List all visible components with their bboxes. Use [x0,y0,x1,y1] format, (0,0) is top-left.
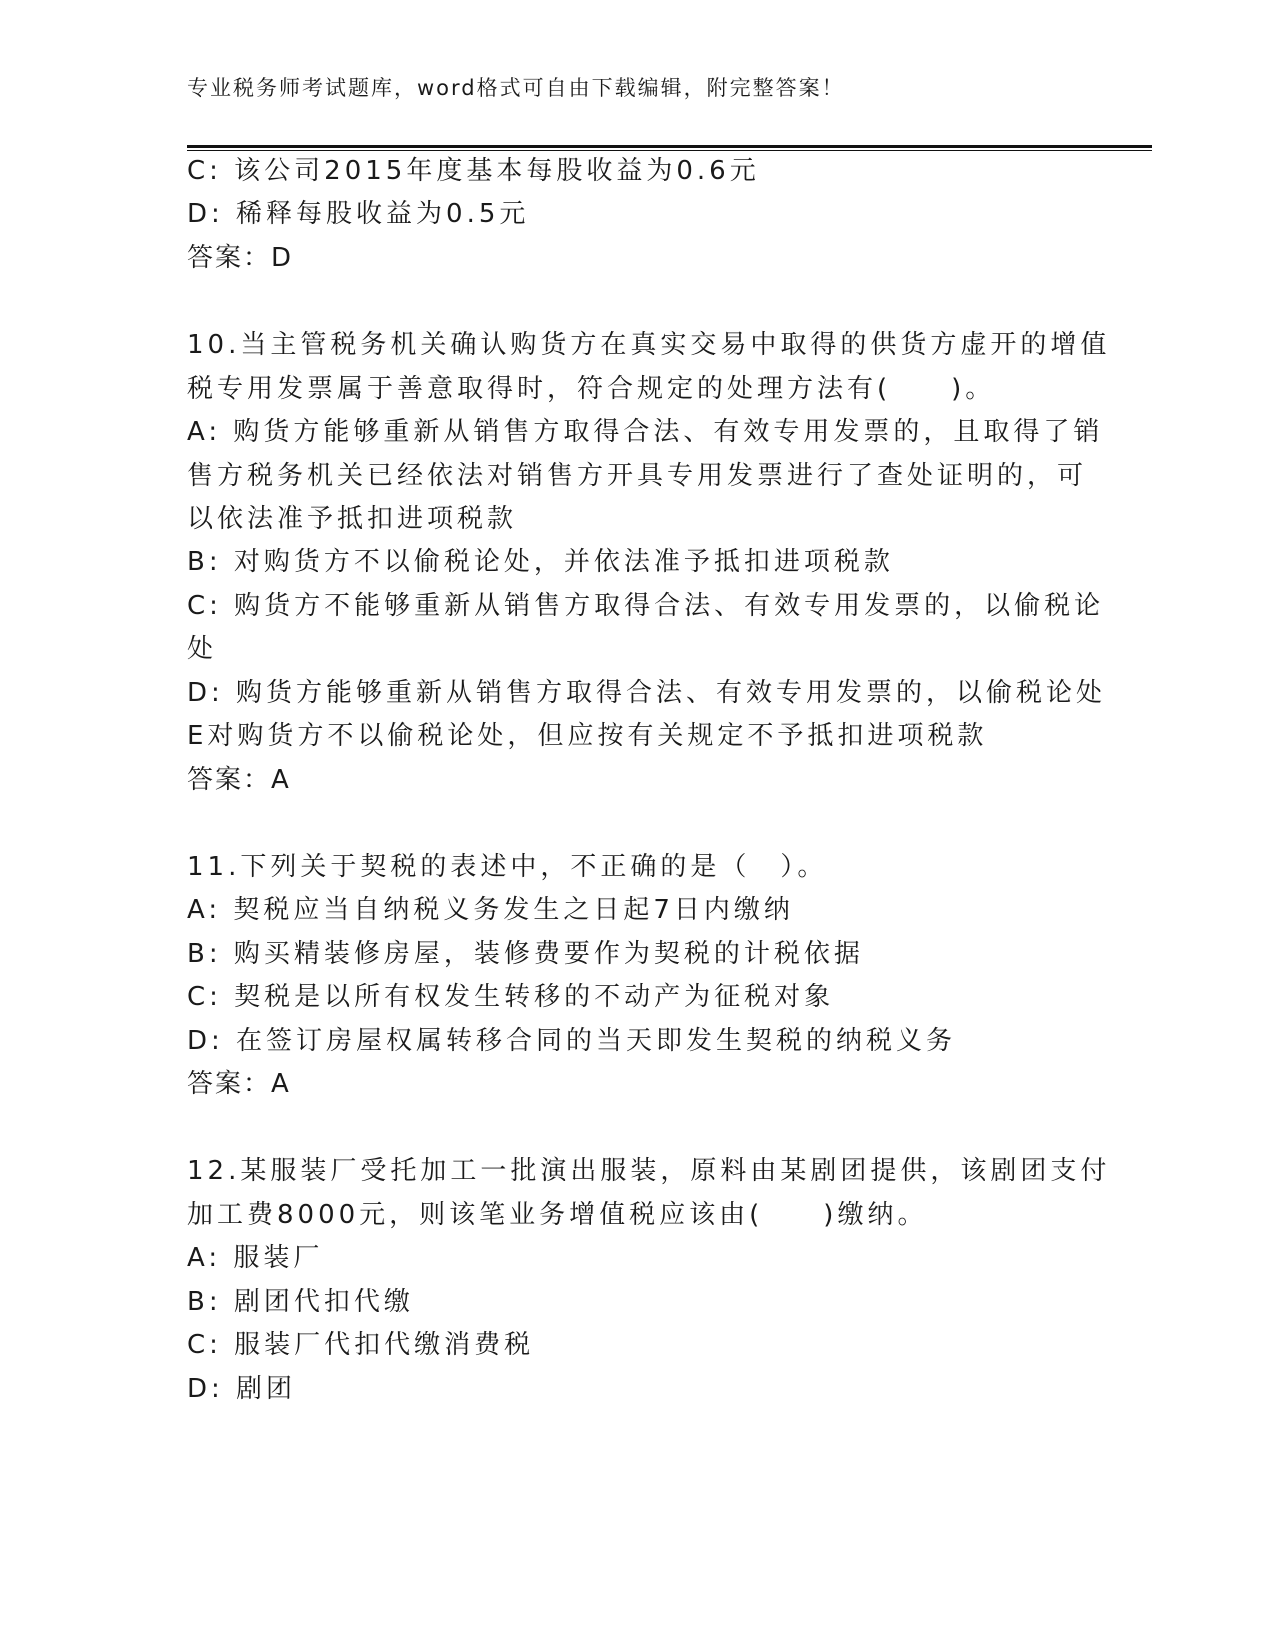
answer-line: 答案：A [187,765,291,795]
option-line: C: 该公司2015年度基本每股收益为0.6元 [187,156,760,186]
option-line: 售方税务机关已经依法对销售方开具专用发票进行了查处证明的，可 [187,461,1088,491]
page-header: 专业税务师考试题库，word格式可自由下载编辑，附完整答案！ [187,76,845,100]
option-line: C: 购货方不能够重新从销售方取得合法、有效专用发票的，以偷税论 [187,591,1105,621]
option-line: A: 服装厂 [187,1243,324,1273]
option-line: C: 契税是以所有权发生转移的不动产为征税对象 [187,982,835,1012]
option-line: E对购货方不以偷税论处，但应按有关规定不予抵扣进项税款 [187,721,988,751]
option-line: 以依法准予抵扣进项税款 [187,504,518,534]
option-line: D: 稀释每股收益为0.5元 [187,199,530,229]
option-line: D: 在签订房屋权属转移合同的当天即发生契税的纳税义务 [187,1026,957,1056]
question-line: 加工费8000元，则该笔业务增值税应该由( )缴纳。 [187,1200,928,1230]
option-line: D: 剧团 [187,1374,297,1404]
option-line: 处 [187,634,218,664]
question-line: 11.下列关于契税的表述中，不正确的是（ ）。 [187,852,828,882]
header-rule-thin [187,150,1152,151]
option-line: B: 购买精装修房屋，装修费要作为契税的计税依据 [187,939,864,969]
question-line: 12.某服装厂受托加工一批演出服装，原料由某剧团提供，该剧团支付 [187,1156,1111,1186]
answer-line: 答案：A [187,1069,291,1099]
option-line: D: 购货方能够重新从销售方取得合法、有效专用发票的，以偷税论处 [187,678,1107,708]
header-rule-thick [187,145,1152,148]
answer-line: 答案：D [187,243,294,273]
question-line: 税专用发票属于善意取得时，符合规定的处理方法有( )。 [187,374,996,404]
option-line: A: 契税应当自纳税义务发生之日起7日内缴纳 [187,895,794,925]
option-line: B: 剧团代扣代缴 [187,1287,414,1317]
option-line: B: 对购货方不以偷税论处，并依法准予抵扣进项税款 [187,547,894,577]
option-line: A: 购货方能够重新从销售方取得合法、有效专用发票的，且取得了销 [187,417,1104,447]
question-line: 10.当主管税务机关确认购货方在真实交易中取得的供货方虚开的增值 [187,330,1111,360]
option-line: C: 服装厂代扣代缴消费税 [187,1330,535,1360]
